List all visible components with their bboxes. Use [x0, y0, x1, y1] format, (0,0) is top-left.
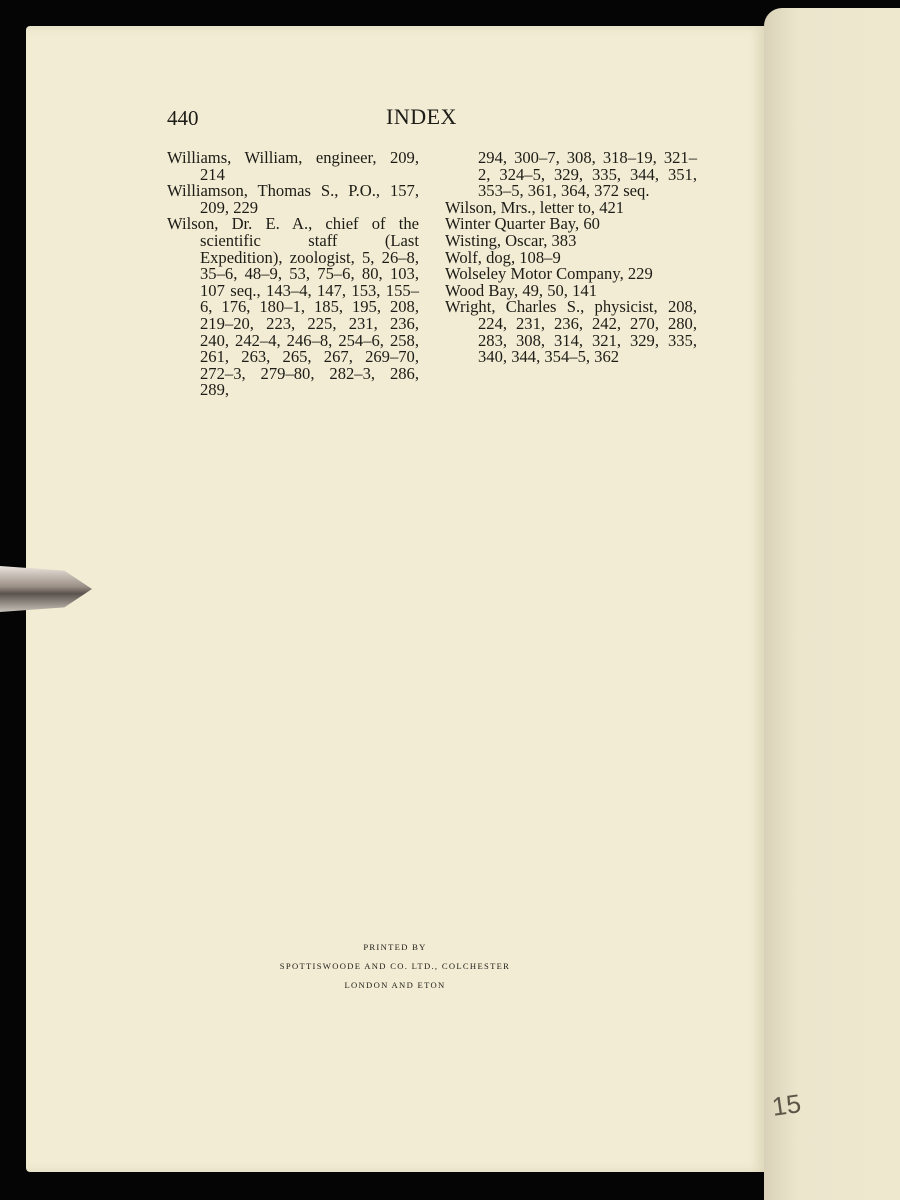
index-entry: Wolseley Motor Company, 229	[445, 264, 653, 284]
index-entry: Wilson, Mrs., letter to, 421	[445, 197, 625, 217]
printer-imprint	[26, 938, 764, 995]
index-entry: Wisting, Oscar, 383	[445, 230, 577, 250]
imprint-line: PRINTED BY	[363, 942, 427, 952]
index-entry: Williams, William, engineer, 209, 214	[167, 148, 419, 184]
running-title: INDEX	[386, 104, 457, 129]
index-entry: Williamson, Thomas S., P.O., 157, 209, 229	[167, 181, 419, 217]
index-column-right	[445, 150, 697, 366]
index-entry: Wilson, Dr. E. A., chief of the scientific staff (Last Expedition), zoologist, 5, 26–8, 35–6, 48–9, 53, 75–6, 80, 103, 107 seq., 143–4, 147, 153, 155–6, 176, 180–1, 185, 195, 208, 219–20, 223, 225, 231, 236, 240, 242–4, 246–8, 254–6, 258, 261, 263, 265, 267, 269–70, 272–3, 279–80, 282–3, 286, 289,	[167, 214, 419, 400]
imprint-line: LONDON AND ETON	[344, 980, 446, 990]
page-number: 440	[167, 106, 199, 130]
index-column-left	[167, 150, 419, 399]
edge-pencil-mark: 15	[769, 1088, 803, 1122]
index-entry: Wolf, dog, 108–9	[445, 247, 561, 267]
imprint-line: SPOTTISWOODE AND CO. LTD., COLCHESTER	[279, 961, 511, 971]
index-entry: Wood Bay, 49, 50, 141	[445, 280, 597, 300]
index-entry: Wright, Charles S., physicist, 208, 224, 231, 236, 242, 270, 280, 283, 308, 314, 321, 329, 335, 340, 344, 354–5, 362	[445, 297, 697, 367]
next-page-edge	[764, 8, 900, 1200]
page-header	[167, 104, 697, 132]
index-entry-continued: 294, 300–7, 308, 318–19, 321–2, 324–5, 329, 335, 344, 351, 353–5, 361, 364, 372 seq.	[478, 148, 697, 201]
index-entry: Winter Quarter Bay, 60	[445, 214, 600, 234]
